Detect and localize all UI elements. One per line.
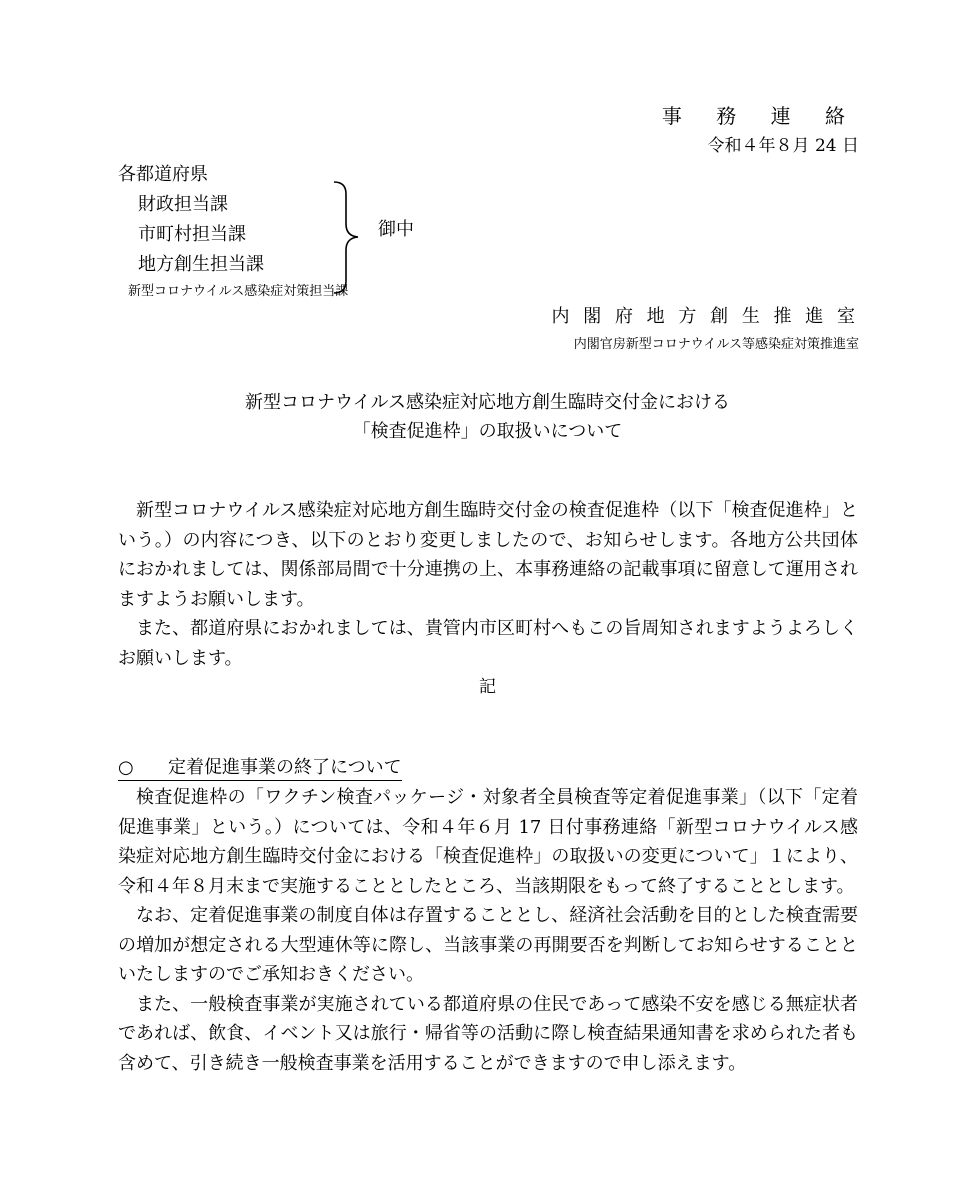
- addressee-block: [118, 160, 348, 304]
- section-body: [118, 783, 858, 1078]
- intro-paragraph-1: 新型コロナウイルス感染症対応地方創生臨時交付金の検査促進枠（以下「検査促進枠」という。）の内容につき、以下のとおり変更しましたので、お知らせします。各地方公共団体におかれましては、関係部局間で十分連携の上、本事務連絡の記載事項に留意して運用されますようお願いします。: [118, 500, 858, 610]
- document-title: [0, 388, 975, 446]
- section-paragraph-3: また、一般検査事業が実施されている都道府県の住民であって感染不安を感じる無症状者であれば、飲食、イベント又は旅行・帰省等の活動に際し検査結果通知書を求められた者も含めて、引き続き一般検査事業を活用することができますので申し添えます。: [118, 993, 858, 1074]
- title-line-2: 「検査促進枠」の取扱いについて: [352, 421, 623, 442]
- sender-office: 内 閣 府 地 方 創 生 推 進 室: [551, 306, 859, 327]
- circle-bullet-icon: ○: [118, 757, 134, 778]
- section-heading-text: 定着促進事業の終了について: [168, 757, 402, 778]
- honorific-label: 御中: [378, 219, 414, 240]
- intro-body: [118, 496, 858, 673]
- addressee-item: 地方創生担当課: [138, 254, 264, 275]
- addressee-item: 新型コロナウイルス感染症対策担当課: [128, 284, 349, 299]
- ki-marker: 記: [479, 677, 496, 697]
- addressee-item: 市町村担当課: [138, 224, 246, 245]
- addressee-item: 財政担当課: [138, 194, 228, 215]
- section-paragraph-1: 検査促進枠の「ワクチン検査パッケージ・対象者全員検査等定着促進事業」（以下「定着促進事業」という。）については、令和４年６月 17 日付事務連絡「新型コロナウイルス感染症対応地方創生臨時交付金における「検査促進枠」の取扱いの変更について」１により、令和４年８月末まで実施することとしたところ、当該期限をもって終了することとします。: [118, 787, 858, 897]
- document-date: 令和４年８月 24 日: [707, 136, 859, 156]
- intro-paragraph-2: また、都道府県におかれましては、貴管内市区町村へもこの旨周知されますようよろしくお願いします。: [118, 618, 858, 669]
- sender-office-secondary: 内閣官房新型コロナウイルス等感染症対策推進室: [573, 337, 859, 352]
- addressee-prefecture: 各都道府県: [118, 164, 208, 185]
- section-paragraph-2: なお、定着促進事業の制度自体は存置することとし、経済社会活動を目的とした検査需要の増加が想定される大型連休等に際し、当該事業の再開要否を判断してお知らせすることといたしますのでご承知おきください。: [118, 905, 858, 985]
- right-brace-icon: [330, 180, 370, 295]
- document-type: 事 務 連 絡: [661, 104, 859, 128]
- section-heading: [118, 756, 402, 781]
- title-line-1: 新型コロナウイルス感染症対応地方創生臨時交付金における: [245, 392, 730, 413]
